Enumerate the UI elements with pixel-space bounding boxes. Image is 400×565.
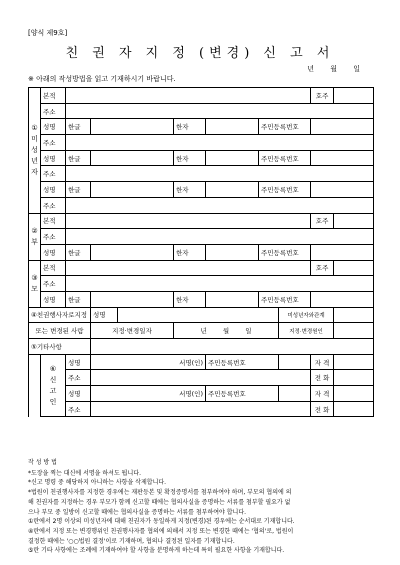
minor1-bonjeok-label: 본적 xyxy=(41,88,66,104)
minor1-rrn-field[interactable] xyxy=(311,119,374,135)
reporter1-address-label: 주소 xyxy=(66,370,91,386)
father-hoju-field[interactable] xyxy=(334,213,374,229)
minor3-rrn-label: 주민등록번호 xyxy=(259,182,311,198)
reporter2-rrn-label: 주민등록번호 xyxy=(206,386,279,402)
minor-char: 성 xyxy=(31,145,38,154)
minor2-hanja-field[interactable] xyxy=(206,150,259,166)
note-line: *법원이 친권행사자를 지정한 경우에는 재판등본 및 확정증명서를 첨부하여야 하며, 부모의 협의에 의 xyxy=(28,489,292,497)
reporter2-rrn-field[interactable] xyxy=(279,386,311,402)
minor1-address-field[interactable] xyxy=(66,103,374,119)
report-form-table xyxy=(28,87,374,417)
minor-char: 미 xyxy=(31,134,38,143)
minor1-hangeul-field[interactable] xyxy=(91,119,174,135)
minor1-address-label: 주소 xyxy=(41,103,66,119)
guardian-relation-field[interactable] xyxy=(334,307,374,323)
minor1-name-label: 성명 xyxy=(41,119,66,135)
minor1-hanja-label: 한자 xyxy=(174,119,206,135)
mother-hangeul-label: 한글 xyxy=(66,291,91,307)
father-section-label xyxy=(29,213,41,260)
mother-hanja-field[interactable] xyxy=(206,291,259,307)
other-label: ⑤기타사항 xyxy=(29,339,91,355)
reporter2-address-label: 주소 xyxy=(66,401,91,417)
father-bonjeok-field[interactable] xyxy=(66,213,311,229)
mother-hoju-field[interactable] xyxy=(334,260,374,276)
minor3-hangeul-field[interactable] xyxy=(91,182,174,198)
reporter1-rrn-field[interactable] xyxy=(279,354,311,370)
mother-name-label: 성명 xyxy=(41,291,66,307)
notes-heading: 작 성 방 법 xyxy=(28,459,57,466)
minor2-hangeul-label: 한글 xyxy=(66,150,91,166)
reporter1-sign-field[interactable]: 서명(인) xyxy=(91,354,206,370)
reporter-char: 고 xyxy=(49,386,57,395)
mother-hangeul-field[interactable] xyxy=(91,291,174,307)
mother-number: ③ xyxy=(31,273,38,282)
guardian-relation-label: 미성년자와관계 xyxy=(279,307,334,323)
form-number: [양식 제9호] xyxy=(28,29,68,37)
minor2-rrn-label: 주민등록번호 xyxy=(259,150,311,166)
guardian-cause-label: 지정·변경원인 xyxy=(279,323,334,339)
father-name-label: 성명 xyxy=(41,244,66,260)
minor2-rrn-field[interactable] xyxy=(311,150,374,166)
minor2-address-field[interactable] xyxy=(66,166,374,182)
minor1-bonjeok-field[interactable] xyxy=(66,88,311,104)
mother-bonjeok-label: 본적 xyxy=(41,260,66,276)
guardian-cause-field[interactable] xyxy=(334,323,374,339)
reporter1-rrn-label: 주민등록번호 xyxy=(206,354,279,370)
father-rrn-label: 주민등록번호 xyxy=(259,244,311,260)
reporter2-phone-field[interactable] xyxy=(334,401,374,417)
reporter2-name-label: 성명 xyxy=(66,386,91,402)
minor1-hoju-label: 호주 xyxy=(311,88,334,104)
father-hanja-field[interactable] xyxy=(206,244,259,260)
guardian-label-1: ④친권행사자로지정 xyxy=(29,307,91,323)
reporter2-phone-label: 전 화 xyxy=(311,401,334,417)
minor3-hanja-label: 한자 xyxy=(174,182,206,198)
reporter-char: 신 xyxy=(49,375,57,384)
minor1-address2-field[interactable] xyxy=(66,135,374,151)
mother-char: 모 xyxy=(31,284,38,293)
instruction-text: ※ 아래의 작성방법을 읽고 기재하시기 바랍니다. xyxy=(28,75,176,83)
mother-section-label xyxy=(29,260,41,307)
minor-number: ① xyxy=(31,123,38,132)
note-line: 결정한 때에는 '○○법원 결정'이로 기재하며, 협의나 결정된 일자를 기재합니다. xyxy=(28,537,235,545)
writing-instructions xyxy=(28,458,376,556)
mother-address-label: 주소 xyxy=(41,276,66,292)
reporter-char: 인 xyxy=(49,397,57,406)
reporter2-qualification-field[interactable] xyxy=(334,386,374,402)
father-hangeul-field[interactable] xyxy=(91,244,174,260)
other-field[interactable] xyxy=(91,339,374,355)
reporter2-sign-field[interactable]: 서명(인) xyxy=(91,386,206,402)
minor3-address-label: 주소 xyxy=(41,197,66,213)
mother-hanja-label: 한자 xyxy=(174,291,206,307)
note-line: ⑤란 기타 사항에는 조례에 기재하여야 할 사항을 분명하게 하는데 특히 필요한 사항을 기재합니다. xyxy=(28,547,285,555)
reporter1-phone-label: 전 화 xyxy=(311,370,334,386)
minor1-hangeul-label: 한글 xyxy=(66,119,91,135)
reporter1-name-label: 성명 xyxy=(66,354,91,370)
note-line: *도장을 찍는 대신에 서명을 하셔도 됩니다. xyxy=(28,469,141,477)
minor1-address2-label: 주소 xyxy=(41,135,66,151)
reporter2-address-field[interactable] xyxy=(91,401,311,417)
page-title: 친 권 자 지 정 (변경) 신 고 서 xyxy=(65,46,335,61)
mother-address-field[interactable] xyxy=(66,276,374,292)
minor3-hangeul-label: 한글 xyxy=(66,182,91,198)
guardian-date-label: 지정·변경일자 xyxy=(91,323,174,339)
minor1-rrn-label: 주민등록번호 xyxy=(259,119,311,135)
father-address-label: 주소 xyxy=(41,229,66,245)
minor3-name-label: 성명 xyxy=(41,182,66,198)
reporter2-qualification-label: 자 격 xyxy=(311,386,334,402)
reporter1-phone-field[interactable] xyxy=(334,370,374,386)
reporter-gap xyxy=(29,354,41,417)
mother-bonjeok-field[interactable] xyxy=(66,260,311,276)
minor-char: 년 xyxy=(31,156,38,165)
note-line: *신고 명령 중 해당하지 아니하는 사항을 삭제합니다. xyxy=(28,479,167,487)
reporter-section-label xyxy=(41,354,66,417)
mother-rrn-field[interactable] xyxy=(311,291,374,307)
minor1-hoju-field[interactable] xyxy=(334,88,374,104)
guardian-name-field[interactable] xyxy=(118,307,279,323)
minor2-hangeul-field[interactable] xyxy=(91,150,174,166)
father-number: ② xyxy=(31,226,38,235)
minor3-hanja-field[interactable] xyxy=(206,182,259,198)
note-line: ①란에서 2명 이상의 미성년자에 대해 친권자가 동일하게 지정(변경)된 경우에는 순서대로 기재합니다. xyxy=(28,518,295,526)
reporter1-address-field[interactable] xyxy=(91,370,311,386)
father-bonjeok-label: 본적 xyxy=(41,213,66,229)
note-line: 해 친권자를 지정하는 경우 부모가 함께 신고할 때에는 협의사실을 증명하는 서류를 첨부할 필요가 없 xyxy=(28,498,291,506)
minor2-hanja-label: 한자 xyxy=(174,150,206,166)
mother-rrn-label: 주민등록번호 xyxy=(259,291,311,307)
minor-section-label xyxy=(29,88,41,214)
reporter1-qualification-label: 자 격 xyxy=(311,354,334,370)
guardian-label-2: 또는 변경된 사람 xyxy=(29,323,91,339)
father-rrn-field[interactable] xyxy=(311,244,374,260)
minor3-address-field[interactable] xyxy=(66,197,374,213)
note-line: ④란에서 지정 또는 변경행위인 친권행사자를 협의에 의해서 지정 또는 변경한 때에는 '협의'로, 법원이 xyxy=(28,527,294,535)
father-hanja-label: 한자 xyxy=(174,244,206,260)
father-char: 부 xyxy=(31,237,38,246)
father-address-field[interactable] xyxy=(66,229,374,245)
minor2-name-label: 성명 xyxy=(41,150,66,166)
minor3-rrn-field[interactable] xyxy=(311,182,374,198)
guardian-date-field[interactable]: 년 월 일 xyxy=(174,323,279,339)
father-hangeul-label: 한글 xyxy=(66,244,91,260)
father-hoju-label: 호주 xyxy=(311,213,334,229)
minor-char: 자 xyxy=(31,167,38,176)
date-line: 년 월 일 xyxy=(307,65,360,73)
mother-hoju-label: 호주 xyxy=(311,260,334,276)
note-line: 으나 부모 중 일방이 신고할 때에는 협의사실을 증명하는 서류를 첨부하여야 합니다. xyxy=(28,508,247,516)
reporter-number: ⑥ xyxy=(49,364,57,373)
guardian-name-label: 성명 xyxy=(91,307,118,323)
reporter1-qualification-field[interactable] xyxy=(334,354,374,370)
minor1-hanja-field[interactable] xyxy=(206,119,259,135)
minor2-address-label: 주소 xyxy=(41,166,66,182)
